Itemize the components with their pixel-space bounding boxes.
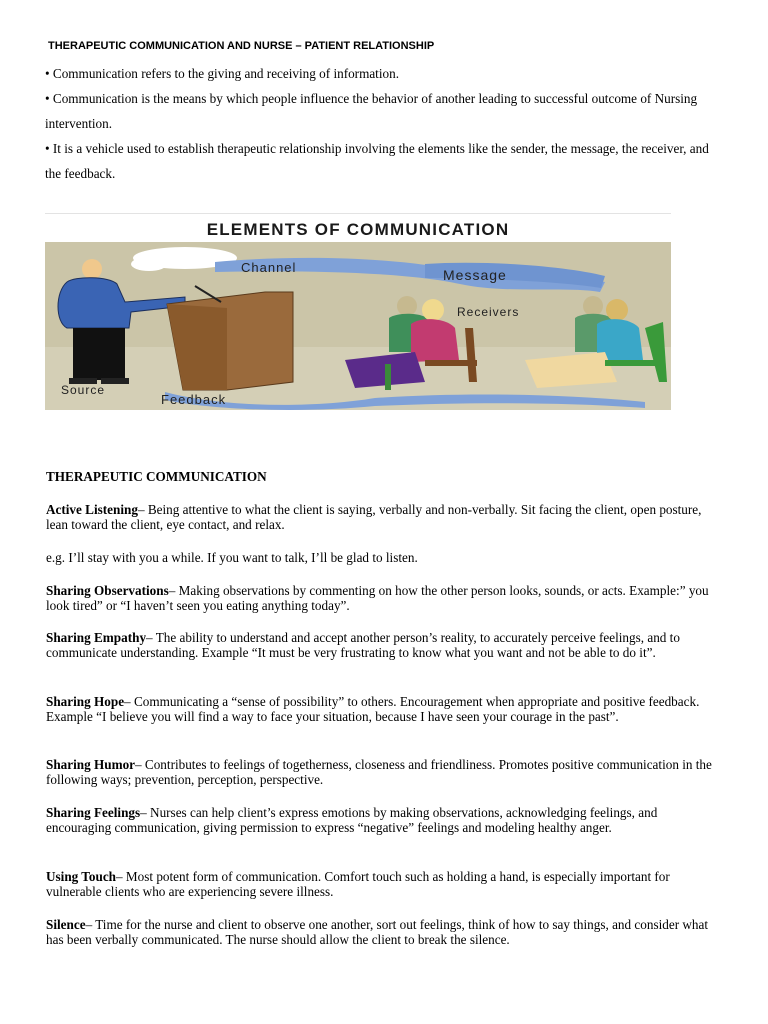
document-title: THERAPEUTIC COMMUNICATION AND NURSE – PATIENT RELATIONSHIP	[48, 40, 435, 52]
communication-illustration	[45, 242, 671, 410]
term: Silence	[46, 917, 86, 932]
intro-bullets	[45, 61, 715, 186]
section-title: THERAPEUTIC COMMUNICATION	[46, 469, 267, 484]
message-label: Message	[443, 267, 507, 283]
definition: – Contributes to feelings of togetherness, closeness and friendliness. Promotes positive communication in the following ways; prevention, perception, perspective.	[46, 757, 712, 788]
bullet-item: • Communication refers to the giving and receiving of information.	[45, 66, 399, 81]
receiver-body	[411, 319, 459, 362]
paragraph-using-touch	[46, 869, 718, 899]
source-legs	[73, 328, 125, 380]
elements-of-communication-figure	[45, 213, 671, 410]
figure-title: ELEMENTS OF COMMUNICATION	[45, 213, 671, 242]
paragraph-sharing-hope	[46, 694, 718, 724]
term: Sharing Observations	[46, 583, 169, 598]
paragraph-sharing-feelings	[46, 805, 718, 835]
paragraph-sharing-empathy	[46, 630, 718, 660]
definition: – Being attentive to what the client is saying, verbally and non-verbally. Sit facing the client, open posture, lean toward the client, eye contact, and relax.	[46, 502, 702, 533]
term: Sharing Empathy	[46, 630, 147, 645]
definition: – Nurses can help client’s express emotions by making observations, acknowledging feelings, and encouraging communication, giving permission to express “negative” feelings and modeling healthy anger.	[46, 805, 658, 836]
receiver-head	[422, 299, 444, 321]
term: Sharing Humor	[46, 757, 136, 772]
receivers-label: Receivers	[457, 305, 520, 319]
source-head	[82, 259, 102, 279]
paragraph-sharing-humor	[46, 757, 718, 787]
definition: – Most potent form of communication. Comfort touch such as holding a hand, is especially important for vulnerable clients who are experiencing severe illness.	[46, 869, 670, 900]
term: Using Touch	[46, 869, 117, 884]
term: Sharing Feelings	[46, 805, 141, 820]
source-label: Source	[61, 383, 106, 397]
paragraph-active-listening	[46, 502, 718, 532]
term: Active Listening	[46, 502, 138, 517]
definition: – Time for the nurse and client to observe one another, sort out feelings, think of how to say things, and consider what has been verbally communicated. The nurse should allow the client to break the silence.	[46, 917, 709, 948]
feedback-label: Feedback	[161, 392, 227, 407]
term: Sharing Hope	[46, 694, 125, 709]
bullet-item: • Communication is the means by which people influence the behavior of another leading to successful outcome of Nursing intervention.	[45, 91, 698, 131]
definition: – Communicating a “sense of possibility” to others. Encouragement when appropriate and positive feedback. Example “I believe you will find a way to face your situation, because I have seen your courage in the past”.	[46, 694, 700, 725]
definition: – The ability to understand and accept another person’s reality, to accurately perceive feelings, and to communicate understanding. Example “It must be very frustrating to know what you want and not be able to do it”.	[46, 630, 680, 661]
paragraph-sharing-observations	[46, 583, 718, 613]
paragraph-example	[46, 550, 718, 565]
definition: – Making observations by commenting on how the other person looks, sounds, or acts. Example:” you look tired” or “I haven’t seen you eating anything today”.	[46, 583, 709, 614]
example-text: e.g. I’ll stay with you a while. If you want to talk, I’ll be glad to listen.	[46, 550, 418, 565]
channel-label: Channel	[241, 260, 297, 275]
paragraph-silence	[46, 917, 718, 947]
bullet-item: • It is a vehicle used to establish therapeutic relationship involving the elements like the sender, the message, the receiver, and the feedback.	[45, 141, 709, 181]
